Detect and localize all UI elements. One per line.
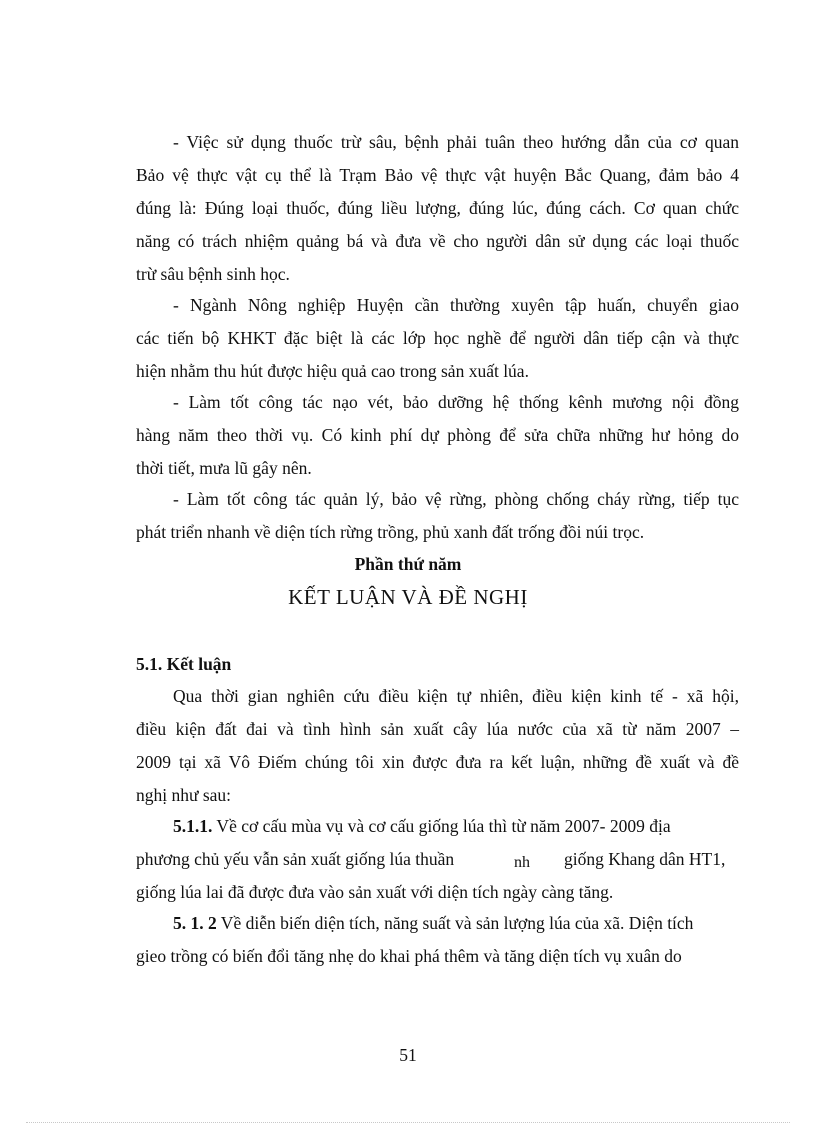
paragraph-line: năng có trách nhiệm quảng bá và đưa về cho người dân sử dụng các loại thuốc <box>136 231 739 251</box>
paragraph-line: Bảo vệ thực vật cụ thể là Trạm Bảo vệ thực vật huyện Bắc Quang, đảm bảo 4 <box>136 165 739 185</box>
paragraph-line: nghị như sau: <box>136 785 232 805</box>
item-line: giống lúa lai đã được đưa vào sản xuất với diện tích ngày càng tăng. <box>136 882 614 902</box>
item-line <box>173 912 739 934</box>
paragraph-line: hiện nhằm thu hút được hiệu quả cao trong sản xuất lúa. <box>136 361 529 381</box>
paragraph-line: 2009 tại xã Vô Điếm chúng tôi xin được đưa ra kết luận, những đề xuất và đề <box>136 752 739 772</box>
chapter-title: KẾT LUẬN VÀ ĐỀ NGHỊ <box>288 585 528 609</box>
item-number: 5.1.1. <box>173 816 213 836</box>
paragraph-line: - Việc sử dụng thuốc trừ sâu, bệnh phải tuân theo hướng dẫn của cơ quan <box>173 132 739 152</box>
paragraph-line: Qua thời gian nghiên cứu điều kiện tự nhiên, điều kiện kinh tế - xã hội, <box>173 686 739 706</box>
item-line: gieo trồng có biến đổi tăng nhẹ do khai phá thêm và tăng diện tích vụ xuân do <box>136 946 682 966</box>
paragraph-line: các tiến bộ KHKT đặc biệt là các lớp học nghề để người dân tiếp cận và thực <box>136 328 739 348</box>
item-text: Về diễn biến diện tích, năng suất và sản lượng lúa của xã. Diện tích <box>216 913 694 933</box>
item-line <box>136 848 739 870</box>
item-number: 5. 1. 2 <box>173 913 217 933</box>
paragraph-line: phát triển nhanh về diện tích rừng trồng, phủ xanh đất trống đồi núi trọc. <box>136 522 645 542</box>
page-number: 51 <box>399 1045 417 1065</box>
paragraph-line: đúng là: Đúng loại thuốc, đúng liều lượng, đúng lúc, đúng cách. Cơ quan chức <box>136 198 739 218</box>
paragraph-line: - Ngành Nông nghiệp Huyện cần thường xuyên tập huấn, chuyển giao <box>173 295 739 315</box>
item-text: giống Khang dân HT1, <box>564 849 726 869</box>
item-text: Về cơ cấu mùa vụ và cơ cấu giống lúa thì từ năm 2007- 2009 địa <box>212 816 671 836</box>
paragraph-line: trừ sâu bệnh sinh học. <box>136 264 290 284</box>
paragraph-line: điều kiện đất đai và tình hình sản xuất cây lúa nước của xã từ năm 2007 – <box>136 719 739 739</box>
item-text: phương chủ yếu vẫn sản xuất giống lúa thuần <box>136 849 455 869</box>
inline-fragment: nh <box>514 854 530 871</box>
paragraph-line: hàng năm theo thời vụ. Có kinh phí dự phòng để sửa chữa những hư hỏng do <box>136 425 739 445</box>
section-heading: 5.1. Kết luận <box>136 654 232 674</box>
paragraph-line: - Làm tốt công tác quản lý, bảo vệ rừng, phòng chống cháy rừng, tiếp tục <box>173 489 739 509</box>
paragraph-line: - Làm tốt công tác nạo vét, bảo dưỡng hệ thống kênh mương nội đồng <box>173 392 739 412</box>
paragraph-line: thời tiết, mưa lũ gây nên. <box>136 458 312 478</box>
item-line <box>173 815 739 837</box>
part-heading: Phần thứ năm <box>354 554 462 574</box>
